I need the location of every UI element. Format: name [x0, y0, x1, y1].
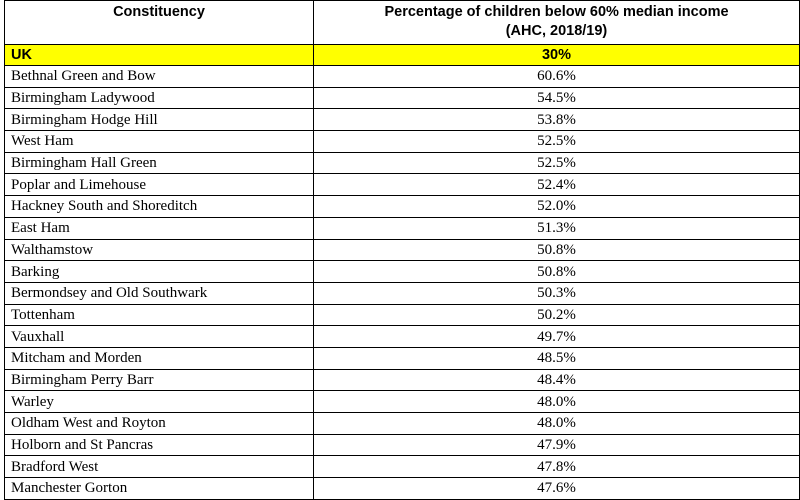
- percentage-value-cell: 52.4%: [314, 174, 800, 196]
- percentage-value-cell: 47.6%: [314, 478, 800, 500]
- percentage-value-cell: 48.0%: [314, 391, 800, 413]
- constituency-name-cell: Manchester Gorton: [5, 478, 314, 500]
- constituency-name-cell: Mitcham and Morden: [5, 347, 314, 369]
- percentage-value-cell: 47.9%: [314, 434, 800, 456]
- percentage-value-cell: 60.6%: [314, 66, 800, 88]
- uk-name-cell: UK: [5, 45, 314, 66]
- percentage-value-cell: 53.8%: [314, 109, 800, 131]
- table-row: [5, 217, 800, 239]
- table-row: [5, 239, 800, 261]
- table-row: [5, 413, 800, 435]
- column-header-percentage-line2: (AHC, 2018/19): [505, 23, 608, 39]
- constituency-name-cell: Birmingham Hall Green: [5, 152, 314, 174]
- constituency-name-cell: Bermondsey and Old Southwark: [5, 282, 314, 304]
- table-row: [5, 131, 800, 153]
- constituency-name-cell: Poplar and Limehouse: [5, 174, 314, 196]
- percentage-value-cell: 48.5%: [314, 347, 800, 369]
- table-row: [5, 87, 800, 109]
- percentage-value-cell: 52.5%: [314, 152, 800, 174]
- column-header-percentage-line1: Percentage of children below 60% median income: [384, 4, 729, 20]
- percentage-value-cell: 49.7%: [314, 326, 800, 348]
- constituency-name-cell: Tottenham: [5, 304, 314, 326]
- percentage-value-cell: 50.3%: [314, 282, 800, 304]
- percentage-value-cell: 50.8%: [314, 261, 800, 283]
- constituency-name-cell: Bethnal Green and Bow: [5, 66, 314, 88]
- percentage-value-cell: 51.3%: [314, 217, 800, 239]
- column-header-constituency: Constituency: [5, 1, 314, 45]
- table-row: [5, 152, 800, 174]
- percentage-value-cell: 54.5%: [314, 87, 800, 109]
- table-row: [5, 109, 800, 131]
- uk-value-cell: 30%: [314, 45, 800, 66]
- uk-summary-row: [5, 45, 800, 66]
- table-row: [5, 196, 800, 218]
- constituency-name-cell: East Ham: [5, 217, 314, 239]
- constituency-name-cell: Birmingham Perry Barr: [5, 369, 314, 391]
- constituency-name-cell: Warley: [5, 391, 314, 413]
- child-poverty-table: [4, 0, 800, 500]
- table-row: [5, 66, 800, 88]
- table-row: [5, 261, 800, 283]
- table-row: [5, 456, 800, 478]
- column-header-percentage: [314, 1, 800, 45]
- percentage-value-cell: 52.5%: [314, 131, 800, 153]
- percentage-value-cell: 50.8%: [314, 239, 800, 261]
- constituency-name-cell: Birmingham Hodge Hill: [5, 109, 314, 131]
- table-row: [5, 326, 800, 348]
- percentage-value-cell: 48.0%: [314, 413, 800, 435]
- constituency-name-cell: Bradford West: [5, 456, 314, 478]
- percentage-value-cell: 48.4%: [314, 369, 800, 391]
- constituency-name-cell: Birmingham Ladywood: [5, 87, 314, 109]
- constituency-name-cell: Holborn and St Pancras: [5, 434, 314, 456]
- table-row: [5, 434, 800, 456]
- table-header-row: [5, 1, 800, 45]
- percentage-value-cell: 47.8%: [314, 456, 800, 478]
- constituency-table-container: [4, 0, 799, 500]
- percentage-value-cell: 50.2%: [314, 304, 800, 326]
- table-row: [5, 391, 800, 413]
- table-row: [5, 282, 800, 304]
- constituency-name-cell: Hackney South and Shoreditch: [5, 196, 314, 218]
- constituency-name-cell: Walthamstow: [5, 239, 314, 261]
- table-row: [5, 304, 800, 326]
- constituency-name-cell: Oldham West and Royton: [5, 413, 314, 435]
- percentage-value-cell: 52.0%: [314, 196, 800, 218]
- table-row: [5, 174, 800, 196]
- constituency-name-cell: Vauxhall: [5, 326, 314, 348]
- constituency-name-cell: Barking: [5, 261, 314, 283]
- table-row: [5, 369, 800, 391]
- table-row: [5, 347, 800, 369]
- table-row: [5, 478, 800, 500]
- constituency-name-cell: West Ham: [5, 131, 314, 153]
